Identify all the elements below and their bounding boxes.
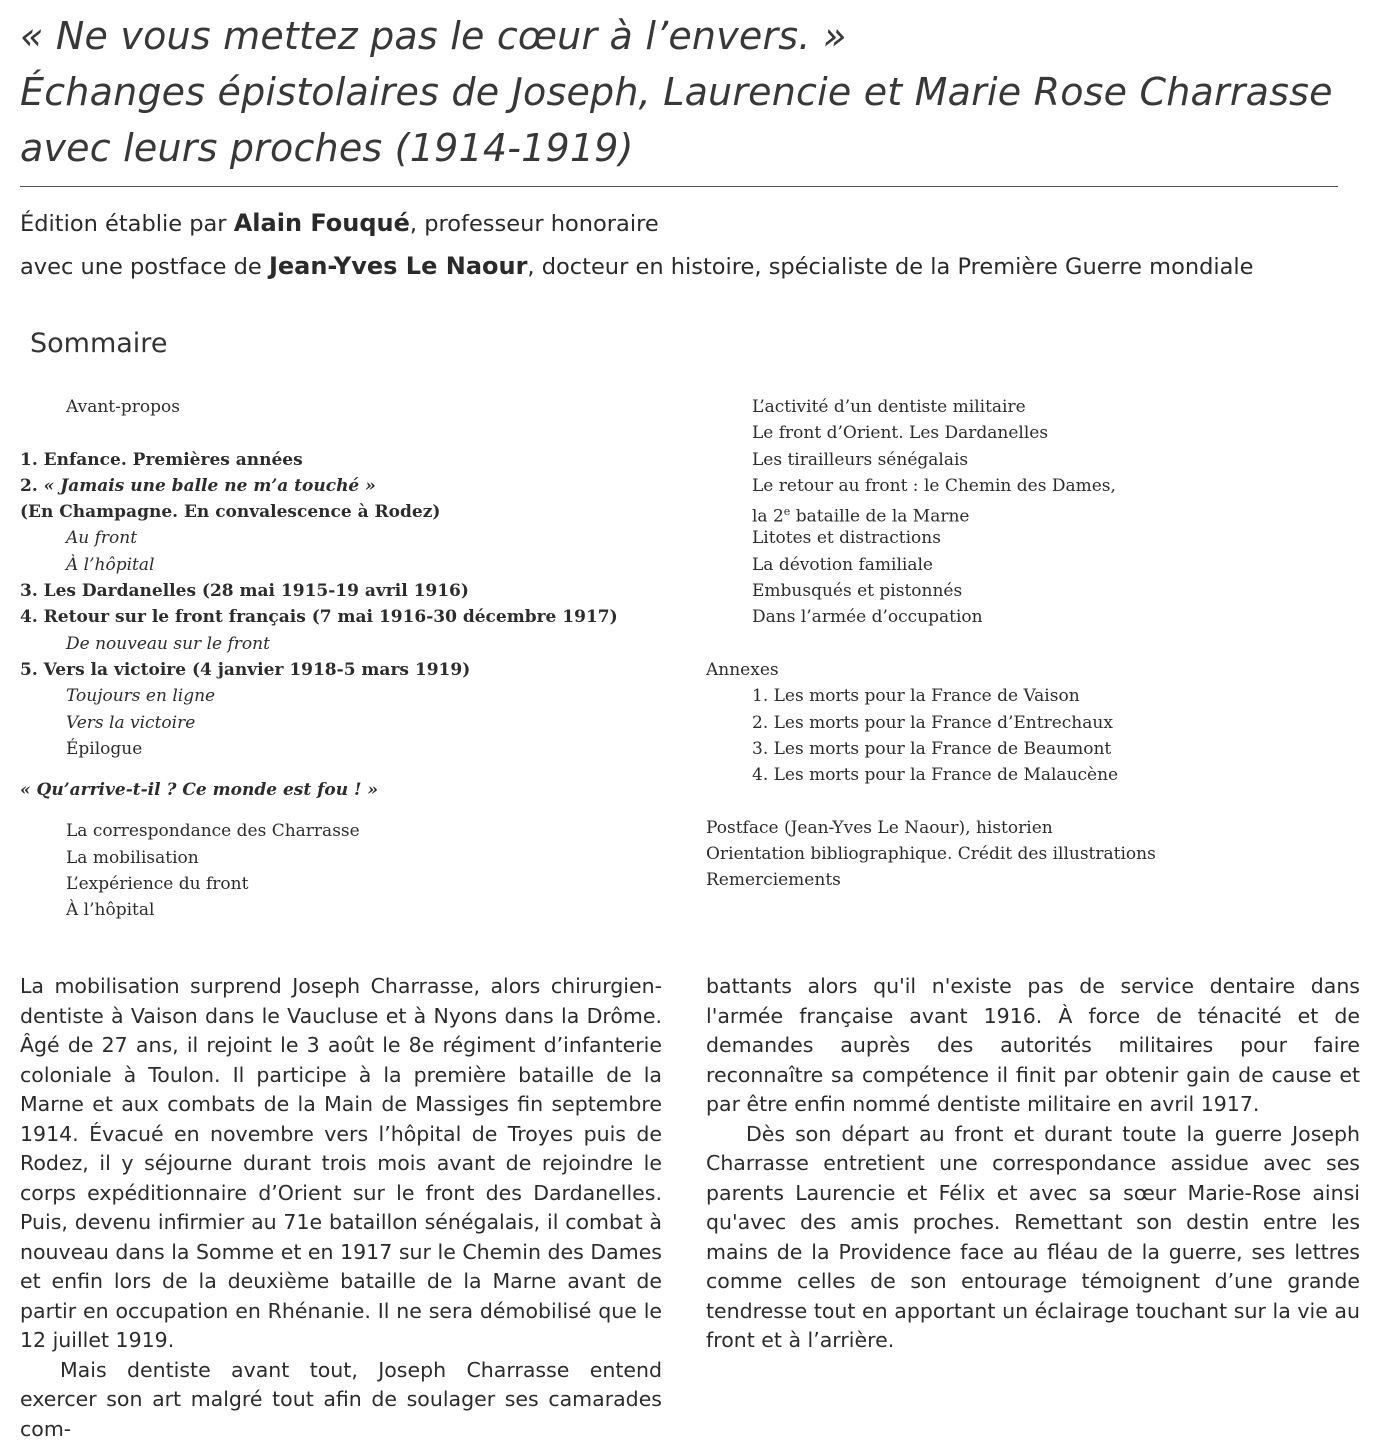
- toc-annex-item: 3. Les morts pour la France de Beaumont: [706, 736, 1366, 762]
- toc-chapter: 3. Les Dardanelles (28 mai 1915-19 avril 1916): [20, 578, 680, 604]
- toc-subitem: Les tirailleurs sénégalais: [706, 447, 1366, 473]
- toc-subitem: À l’hôpital: [20, 552, 680, 578]
- toc-right-column: [706, 394, 1366, 894]
- toc-subitem: La correspondance des Charrasse: [20, 818, 680, 844]
- toc-subitem: Litotes et distractions: [706, 525, 1366, 551]
- toc-chapter-subtitle: (En Champagne. En convalescence à Rodez): [20, 499, 680, 525]
- toc-spacer: [706, 788, 1366, 814]
- header-divider: [20, 186, 1338, 187]
- toc-subitem: Au front: [20, 525, 680, 551]
- toc-subitem: La dévotion familiale: [706, 552, 1366, 578]
- toc-heading: Sommaire: [30, 324, 167, 364]
- toc-annexes-heading: Annexes: [706, 657, 1366, 683]
- toc-subitem: La mobilisation: [20, 845, 680, 871]
- toc-subitem: Vers la victoire: [20, 710, 680, 736]
- toc-subitem: L’expérience du front: [20, 871, 680, 897]
- postface-credit-prefix: avec une postface de: [20, 254, 269, 280]
- postface-credit: [20, 245, 1380, 288]
- editor-credit: [20, 202, 1380, 245]
- editor-credit-suffix: , professeur honoraire: [410, 211, 659, 237]
- toc-subitem-text: la 2: [752, 507, 784, 527]
- toc-chapter-number: 2.: [20, 476, 44, 496]
- toc-subitem: Embusqués et pistonnés: [706, 578, 1366, 604]
- toc-annex-item: 4. Les morts pour la France de Malaucène: [706, 762, 1366, 788]
- toc-subitem: Dans l’armée d’occupation: [706, 604, 1366, 630]
- toc-annex-item: 1. Les morts pour la France de Vaison: [706, 683, 1366, 709]
- toc-item: Postface (Jean-Yves Le Naour), historien: [706, 815, 1366, 841]
- summary-paragraph: battants alors qu'il n'existe pas de service dentaire dans l'armée française avant 1916. À force de ténacité et de demandes auprès des autorités militaires pour faire reconnaître sa compétence il finit par obtenir gain de cause et par être enfin nommé dentiste militaire en avril 1917.: [706, 972, 1360, 1120]
- title-line-2: Échanges épistolaires de Joseph, Laurencie et Marie Rose Charrasse: [20, 64, 1380, 120]
- summary-paragraph: Dès son départ au front et durant toute la guerre Joseph Charrasse entretient une correspondance assidue avec ses parents Laurencie et Félix et avec sa sœur Marie-Rose ainsi qu'avec des amis proches. Remettant son destin entre les mains de la Providence face au fléau de la guerre, ses lettres comme celles de son entourage témoignent d’une grande tendresse tout en apportant un éclairage touchant sur la vie au front et à l’arrière.: [706, 1120, 1360, 1356]
- toc-spacer: [20, 420, 680, 446]
- toc-subitem: À l’hôpital: [20, 897, 680, 923]
- editor-name: Alain Fouqué: [234, 209, 410, 237]
- toc-item: Avant-propos: [20, 394, 680, 420]
- edition-credits: [20, 202, 1380, 288]
- toc-item: Remerciements: [706, 867, 1366, 893]
- toc-subitem: [706, 499, 1366, 525]
- editor-credit-prefix: Édition établie par: [20, 211, 234, 237]
- title-line-1: « Ne vous mettez pas le cœur à l’envers. »: [20, 8, 1380, 64]
- toc-subitem: Toujours en ligne: [20, 683, 680, 709]
- summary-paragraph: Mais dentiste avant tout, Joseph Charrasse entend exercer son art malgré tout afin de soulager ses camarades com-: [20, 1356, 662, 1444]
- toc-spacer: [20, 803, 680, 818]
- toc-part-title: « Qu’arrive-t-il ? Ce monde est fou ! »: [20, 777, 680, 803]
- toc-spacer: [20, 762, 680, 777]
- toc-chapter-title: « Jamais une balle ne m’a touché »: [44, 476, 376, 496]
- summary-left-column: [20, 972, 662, 1444]
- postface-credit-suffix: , docteur en histoire, spécialiste de la Première Guerre mondiale: [527, 254, 1253, 280]
- toc-subitem: Le retour au front : le Chemin des Dames,: [706, 473, 1366, 499]
- title-line-3: avec leurs proches (1914-1919): [20, 120, 1380, 176]
- toc-chapter: 4. Retour sur le front français (7 mai 1916-30 décembre 1917): [20, 604, 680, 630]
- toc-spacer: [706, 631, 1366, 657]
- summary-paragraph: La mobilisation surprend Joseph Charrasse, alors chirurgien-dentiste à Vaison dans le Vaucluse et à Nyons dans la Drôme. Âgé de 27 ans, il rejoint le 3 août le 8e régiment d’infanterie coloniale à Toulon. Il participe à la première bataille de la Marne et aux combats de la Main de Massiges fin septembre 1914. Évacué en novembre vers l’hôpital de Troyes puis de Rodez, il y séjourne durant trois mois avant de rejoindre le corps expéditionnaire d’Orient sur le front des Dardanelles. Puis, devenu infirmier au 71e bataillon sénégalais, il combat à nouveau dans la Somme et en 1917 sur le Chemin des Dames et enfin lors de la deuxième bataille de la Marne avant de partir en occupation en Rhénanie. Il ne sera démobilisé que le 12 juillet 1919.: [20, 972, 662, 1356]
- toc-subitem-text: bataille de la Marne: [790, 507, 969, 527]
- toc-subitem: Le front d’Orient. Les Dardanelles: [706, 420, 1366, 446]
- toc-item: Orientation bibliographique. Crédit des illustrations: [706, 841, 1366, 867]
- toc-chapter: [20, 473, 680, 499]
- toc-subitem: Épilogue: [20, 736, 680, 762]
- toc-chapter: 5. Vers la victoire (4 janvier 1918-5 mars 1919): [20, 657, 680, 683]
- postface-author-name: Jean-Yves Le Naour: [269, 252, 527, 280]
- toc-subitem: De nouveau sur le front: [20, 631, 680, 657]
- toc-annex-item: 2. Les morts pour la France d’Entrechaux: [706, 710, 1366, 736]
- toc-chapter: 1. Enfance. Premières années: [20, 447, 680, 473]
- ordinal-superscript: e: [784, 505, 791, 518]
- toc-left-column: [20, 394, 680, 924]
- summary-right-column: [706, 972, 1360, 1356]
- toc-subitem: L’activité d’un dentiste militaire: [706, 394, 1366, 420]
- book-title: [20, 8, 1380, 176]
